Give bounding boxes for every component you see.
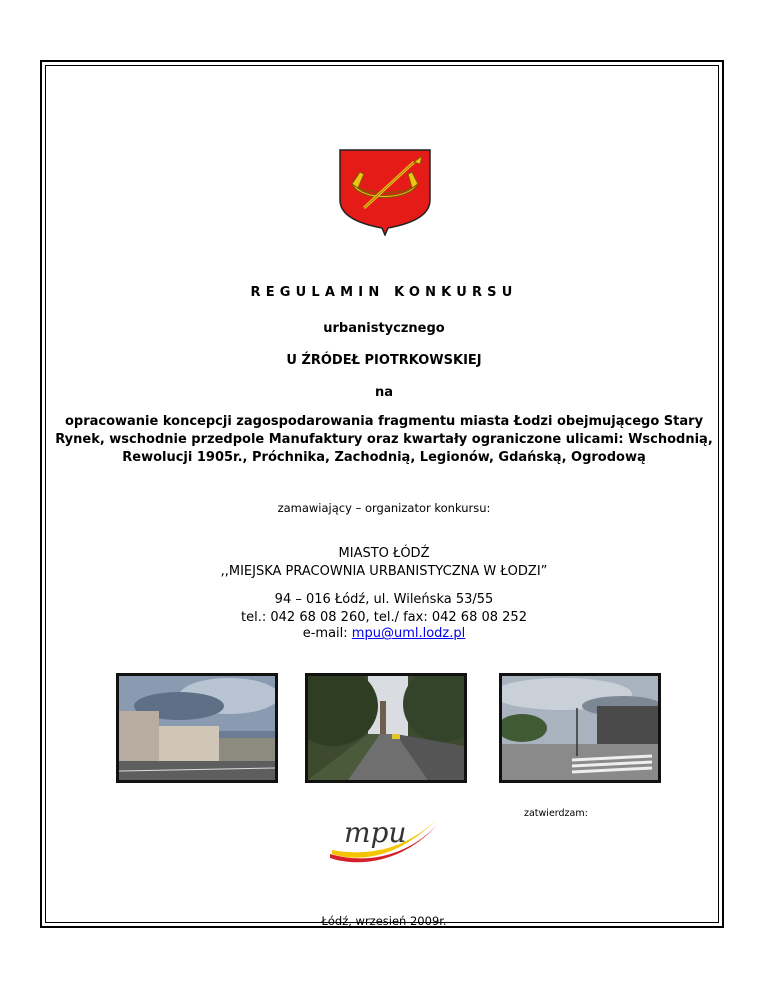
photo-street-right-image [502, 676, 658, 780]
photo-street-left-image [119, 676, 275, 780]
approve-label: zatwierdzam: [524, 808, 588, 819]
description-line-3: Rewolucji 1905r., Próchnika, Zachodnią, Legionów, Gdańską, Ogrodową [122, 450, 646, 465]
description-line-1: opracowanie koncepcji zagospodarowania fragmentu miasta Łodzi obejmującego Stary [64, 414, 704, 429]
organizer-label: zamawiający – organizator konkursu: [277, 501, 491, 515]
photo-street-left [116, 673, 278, 783]
document-title: REGULAMIN KONKURSU [250, 285, 518, 300]
organizer-email-row [0, 625, 768, 643]
description-line-2: Rynek, wschodnie przedpole Manufaktury oraz kwartały ograniczone ulicami: Wschodnią, [55, 432, 713, 447]
footer-place-date: Łódź, wrzesień 2009r. [321, 914, 447, 928]
organizer-address: 94 – 016 Łódź, ul. Wileńska 53/55 [274, 592, 494, 607]
photo-street-right [499, 673, 661, 783]
mpu-logo-text: mpu [344, 816, 407, 849]
email-link[interactable]: mpu@uml.lodz.pl [351, 626, 466, 641]
organizer-phones: tel.: 042 68 08 260, tel./ fax: 042 68 08 252 [241, 610, 527, 625]
subtitle-urbanistycznego: urbanistycznego [323, 321, 445, 336]
email-label: e-mail: [302, 626, 352, 641]
photo-street-center [305, 673, 467, 783]
competition-description [50, 413, 718, 467]
subtitle-competition-name: U ŹRÓDEŁ PIOTRKOWSKIEJ [286, 353, 482, 368]
mpu-logo-icon [326, 810, 442, 866]
coat-of-arms-icon [338, 148, 432, 236]
organizer-name-2: ,,MIEJSKA PRACOWNIA URBANISTYCZNA W ŁODZI” [220, 564, 548, 579]
subtitle-na: na [374, 385, 394, 400]
photo-street-center-image [308, 676, 464, 780]
organizer-name-1: MIASTO ŁÓDŹ [338, 546, 430, 561]
